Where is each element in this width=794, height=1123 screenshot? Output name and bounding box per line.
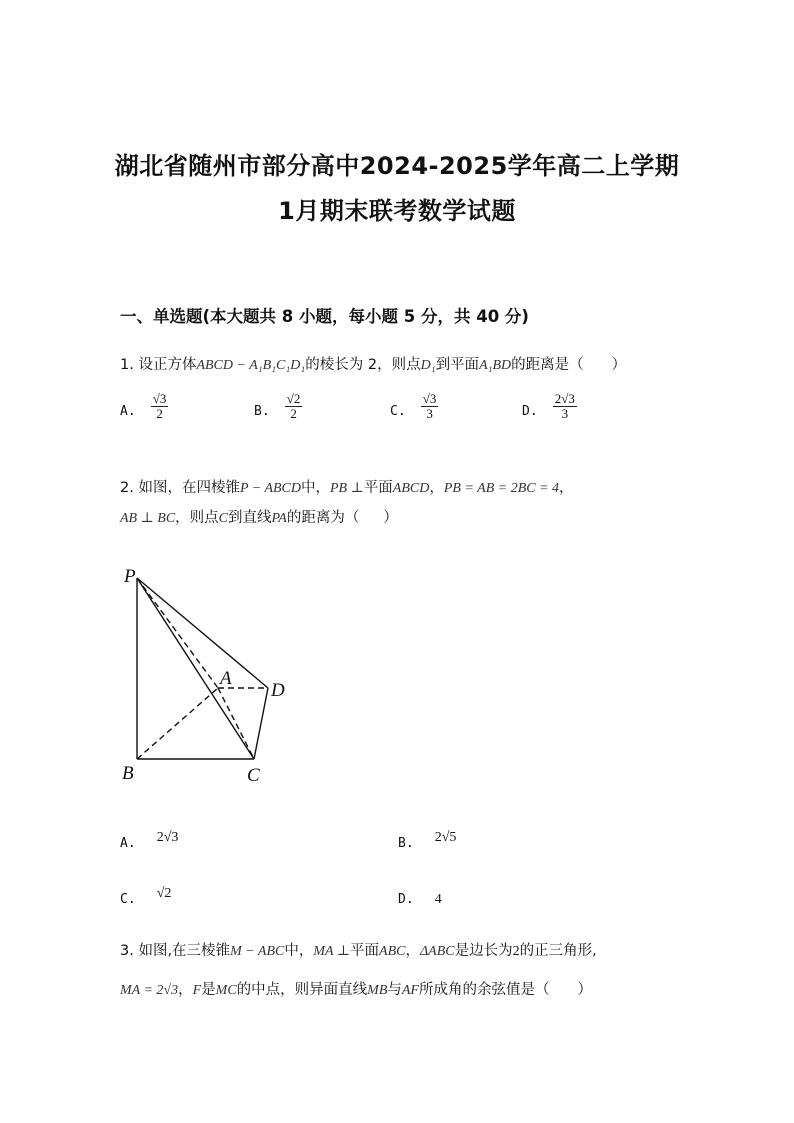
question-number: 1. (120, 357, 134, 373)
q2-option-b: B. 2√5 (398, 830, 457, 851)
q2-option-c: C. √2 (120, 886, 172, 907)
document-title-line2: 1月期末联考数学试题 (278, 197, 516, 225)
question-number: 2. (120, 480, 134, 496)
edge-pc (137, 578, 254, 759)
q2-option-d: D. 4 (398, 892, 442, 907)
edge-ac (218, 688, 254, 759)
question-3-line2: MA = 2√3，F是MC的中点，则异面直线MB与AF所成角的余弦值是（ ） (120, 982, 592, 998)
question-2-line1: 2. 如图，在四棱锥P − ABCD中，PB ⊥平面ABCD，PB = AB = 2BC = 4， (120, 480, 574, 496)
question-number: 3. (120, 943, 134, 959)
label-d: D (271, 680, 285, 701)
q1-option-c: C. $\frac{√3}{3}$ (390, 391, 437, 421)
label-p: P (124, 566, 136, 587)
edge-dc (254, 688, 268, 759)
label-c: C (247, 765, 260, 786)
pyramid-figure (110, 560, 310, 790)
q1-option-b: B. $\frac{√2}{2}$ (254, 391, 301, 421)
q1-option-d: D. $\frac{2√3}{3}$ (522, 391, 575, 421)
question-3-line1: 3. 如图,在三棱锥M − ABC中，MA ⊥平面ABC，ΔABC是边长为2的正三角形, (120, 943, 597, 959)
document-title-line1: 湖北省随州市部分高中2024-2025学年高二上学期 (114, 152, 680, 180)
edge-pa (137, 578, 218, 688)
label-b: B (122, 763, 134, 784)
section-heading: 一、单选题(本大题共 8 小题，每小题 5 分，共 40 分) (120, 307, 529, 326)
edge-pd (137, 578, 268, 688)
math-plane: A₁BD (479, 358, 512, 373)
math-cube: ABCD − A₁B₁C₁D₁ (196, 358, 306, 373)
q2-option-a: A. 2√3 (120, 830, 179, 851)
math-point: D₁ (420, 358, 436, 373)
question-2-line2: AB ⊥ BC，则点C到直线PA的距离为（ ） (120, 510, 398, 526)
question-1: 1. 设正方体ABCD − A₁B₁C₁D₁的棱长为 2，则点D₁到平面A₁BD的距离是（ ） (120, 357, 627, 373)
edge-ba (137, 688, 218, 759)
q1-option-a: A. $\frac{√3}{2}$ (120, 391, 167, 421)
label-a: A (220, 668, 232, 689)
